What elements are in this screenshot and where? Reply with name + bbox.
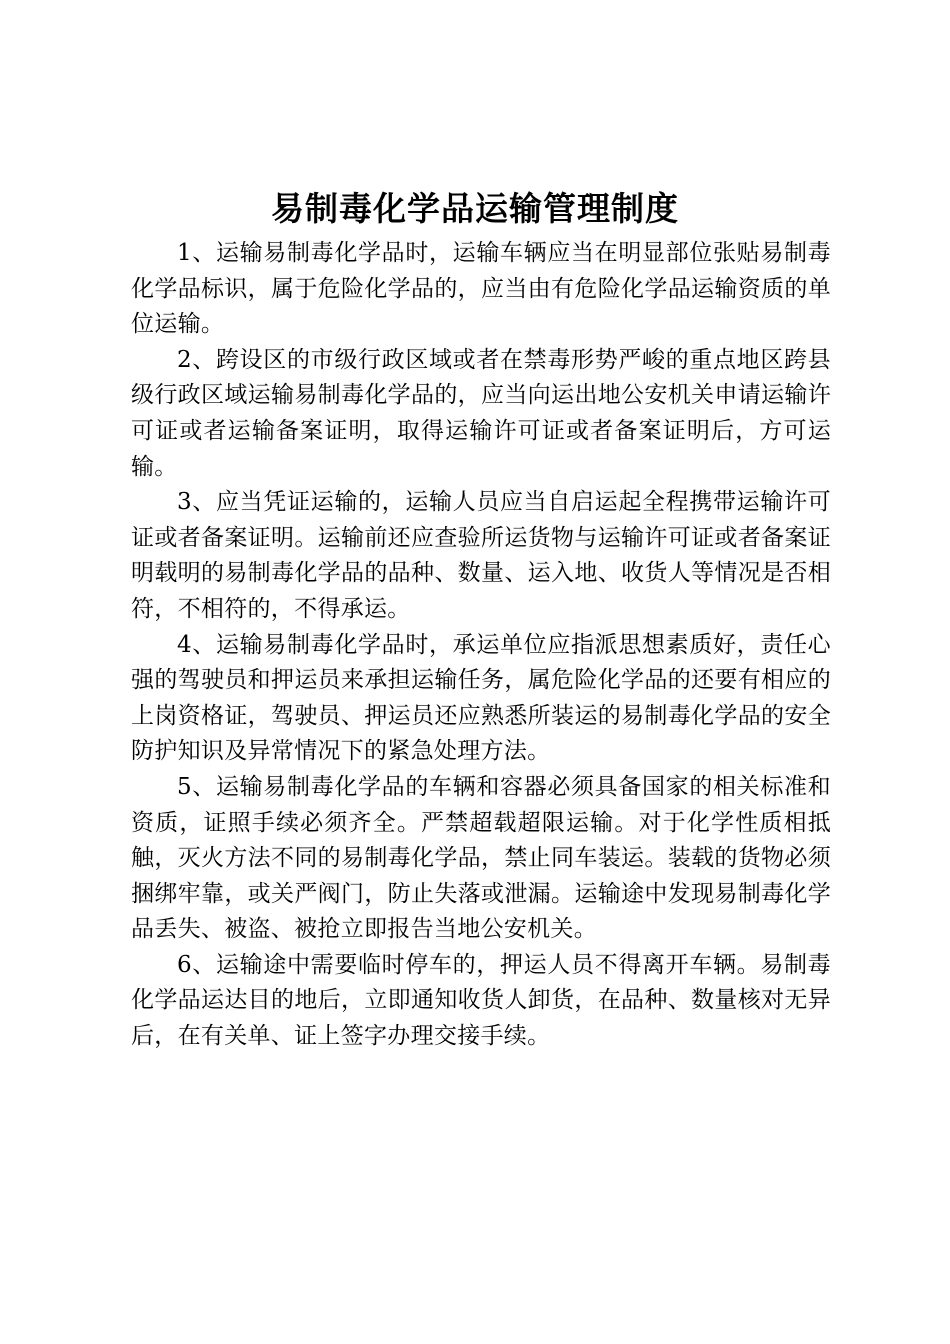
paragraph-4: 4、运输易制毒化学品时，承运单位应指派思想素质好，责任心强的驾驶员和押运员来承担运输任务，属危险化学品的还要有相应的上岗资格证，驾驶员、押运员还应熟悉所装运的易制毒化学品的安全防护知识及异常情况下的紧急处理方法。 xyxy=(131,631,831,765)
paragraph-6: 6、运输途中需要临时停车的，押运人员不得离开车辆。易制毒化学品运达目的地后，立即通知收货人卸货，在品种、数量核对无异后，在有关单、证上签字办理交接手续。 xyxy=(131,951,831,1050)
paragraph-1: 1、运输易制毒化学品时，运输车辆应当在明显部位张贴易制毒化学品标识，属于危险化学品的，应当由有危险化学品运输资质的单位运输。 xyxy=(131,240,831,338)
paragraph-2: 2、跨设区的市级行政区域或者在禁毒形势严峻的重点地区跨县级行政区域运输易制毒化学品的，应当向运出地公安机关申请运输许可证或者运输备案证明，取得运输许可证或者备案证明后，方可运输。 xyxy=(131,346,831,480)
paragraph-3: 3、应当凭证运输的，运输人员应当自启运起全程携带运输许可证或者备案证明。运输前还应查验所运货物与运输许可证或者备案证明载明的易制毒化学品的品种、数量、运入地、收货人等情况是否相符，不相符的，不得承运。 xyxy=(131,489,831,622)
paragraph-5: 5、运输易制毒化学品的车辆和容器必须具备国家的相关标准和资质，证照手续必须齐全。严禁超载超限运输。对于化学性质相抵触，灭火方法不同的易制毒化学品，禁止同车装运。装载的货物必须捆绑牢靠，或关严阀门，防止失落或泄漏。运输途中发现易制毒化学品丢失、被盗、被抢立即报告当地公安机关。 xyxy=(131,773,831,943)
document-body xyxy=(131,236,831,1055)
document-title: 易制毒化学品运输管理制度 xyxy=(271,189,679,228)
